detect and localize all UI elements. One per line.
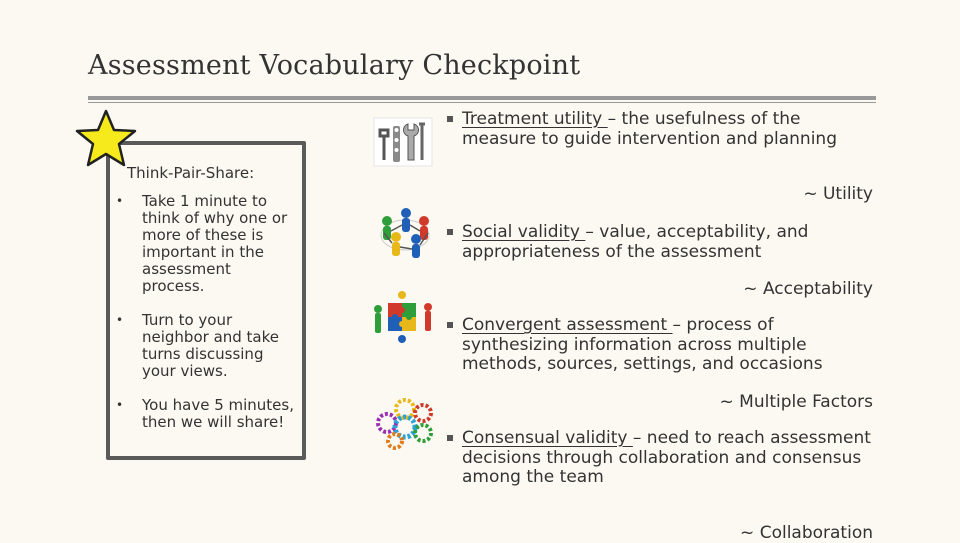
list-item xyxy=(114,397,296,431)
think-pair-share-heading: Think-Pair-Share: xyxy=(127,164,255,182)
title-rule-thick xyxy=(88,96,876,100)
vocab-item-treatment-utility xyxy=(447,110,875,149)
vocab-definition: – process of synthesizing information across multiple methods, sources, settings, and occasions xyxy=(462,315,823,374)
star-icon xyxy=(74,108,138,168)
vocab-tag-acceptability: ~ Acceptability xyxy=(743,279,873,299)
vocab-term: Consensual validity xyxy=(462,428,633,448)
square-bullet-icon xyxy=(447,322,453,328)
vocab-item-convergent-assessment xyxy=(447,316,875,375)
think-pair-share-list xyxy=(114,193,296,448)
vocab-definition: – value, acceptability, and appropriateness of the assessment xyxy=(462,222,809,262)
vocab-item-social-validity xyxy=(447,223,875,262)
bullet-text: Turn to your neighbor and take turns discussing your views. xyxy=(142,311,280,380)
bullet-text: You have 5 minutes, then we will share! xyxy=(142,396,294,431)
vocab-term: Convergent assessment xyxy=(462,315,673,335)
list-item xyxy=(114,193,296,295)
vocab-tag-utility: ~ Utility xyxy=(803,184,873,204)
title-rule-thin xyxy=(88,102,876,103)
bullet-marker: • xyxy=(116,313,124,327)
tools-icon xyxy=(370,112,436,172)
gears-icon xyxy=(373,393,439,453)
bullet-marker: • xyxy=(116,398,124,412)
vocab-tag-multiple-factors: ~ Multiple Factors xyxy=(719,392,873,412)
vocab-item-consensual-validity xyxy=(447,429,875,488)
bullet-marker: • xyxy=(116,194,124,208)
vocab-definition: – the usefulness of the measure to guide intervention and planning xyxy=(462,109,837,149)
vocab-term: Treatment utility xyxy=(462,109,608,129)
square-bullet-icon xyxy=(447,116,453,122)
square-bullet-icon xyxy=(447,229,453,235)
square-bullet-icon xyxy=(447,435,453,441)
people-circle-icon xyxy=(372,203,438,263)
puzzle-team-icon xyxy=(370,287,436,347)
vocab-tag-collaboration: ~ Collaboration xyxy=(740,523,873,543)
vocab-term: Social validity xyxy=(462,222,586,242)
bullet-text: Take 1 minute to think of why one or more of these is important in the assessment process. xyxy=(142,192,288,295)
list-item xyxy=(114,312,296,380)
slide-title: Assessment Vocabulary Checkpoint xyxy=(88,50,581,81)
vocab-definition: – need to reach assessment decisions through collaboration and consensus among the team xyxy=(462,428,871,487)
